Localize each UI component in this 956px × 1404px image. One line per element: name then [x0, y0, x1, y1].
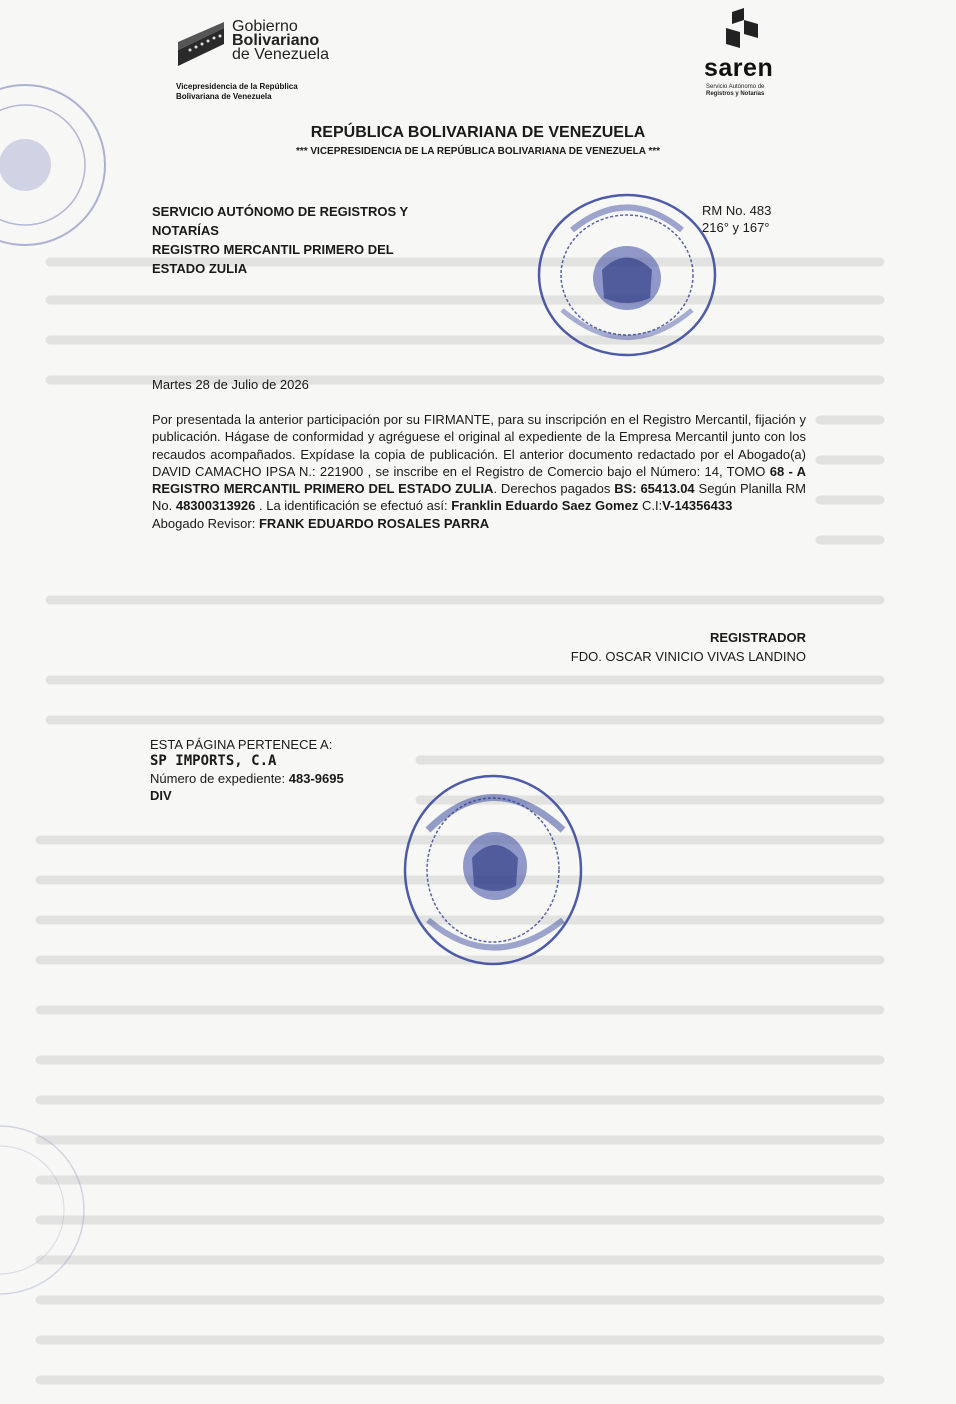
office-line: NOTARÍAS [152, 223, 219, 238]
partial-seal-left-top [0, 80, 110, 250]
official-stamp-bottom [398, 770, 588, 970]
division-code: DIV [150, 788, 172, 803]
identified-name: Franklin Eduardo Saez Gomez [451, 498, 639, 514]
signer-name: FDO. OSCAR VINICIO VIVAS LANDINO [570, 649, 806, 664]
registry-office [152, 202, 472, 278]
reviewer-name: FRANK EDUARDO ROSALES PARRA [258, 515, 490, 531]
company-name: SP IMPORTS, C.A [150, 753, 277, 769]
signer-block [500, 628, 806, 666]
body-text: Según Planilla RM No. [152, 481, 806, 514]
file-number-line [150, 770, 344, 787]
gov-logo-sub-line: Bolivariana de Venezuela [176, 92, 272, 101]
saren-sub-line: Servicio Autónomo de [706, 84, 765, 90]
office-line: ESTADO ZULIA [152, 261, 248, 276]
tomo-registry: 68 - A REGISTRO MERCANTIL PRIMERO DEL ESTADO ZULIA [152, 463, 806, 497]
office-line: SERVICIO AUTÓNOMO DE REGISTROS Y [152, 204, 409, 219]
body-text: . Derechos pagados [493, 481, 615, 497]
gov-logo-line: Gobierno [232, 18, 298, 35]
page-subtitle: *** VICEPRESIDENCIA DE LA REPÚBLICA BOLIVARIANA DE VENEZUELA *** [295, 146, 661, 157]
document-date: Martes 28 de Julio de 2026 [152, 377, 309, 392]
gobierno-bolivariano-logo [176, 16, 346, 108]
reviewer-label: Abogado Revisor: [152, 515, 259, 531]
gov-logo-line: Bolivariano [232, 32, 320, 49]
ci-number: V-14356433 [662, 498, 733, 514]
saren-logo [700, 8, 790, 100]
file-number: 483-9695 [288, 771, 344, 786]
venezuela-flag-icon [176, 20, 228, 70]
fee-amount: BS: 65413.04 [614, 481, 695, 497]
body-text: . La identificación se efectuó así: [255, 498, 452, 514]
saren-mark-icon [722, 8, 762, 52]
partial-seal-left-bottom [0, 1120, 90, 1300]
rm-number: RM No. 483 [702, 203, 772, 218]
page-ownership [150, 736, 344, 804]
ci-label: C.I: [638, 498, 663, 514]
gov-logo-subtitle [176, 82, 298, 102]
official-stamp-top [532, 190, 722, 360]
gov-logo-line: de Venezuela [232, 46, 329, 63]
rm-coordinates: 216° y 167° [702, 220, 770, 235]
office-line: REGISTRO MERCANTIL PRIMERO DEL [152, 242, 394, 257]
gov-logo-text [232, 20, 329, 62]
gov-logo-sub-line: Vicepresidencia de la República [176, 82, 298, 91]
page-title: REPÚBLICA BOLIVARIANA DE VENEZUELA [310, 124, 646, 141]
file-label: Número de expediente: [150, 771, 289, 786]
saren-subtitle [706, 84, 764, 98]
document-body [152, 411, 806, 532]
saren-wordmark: saren [704, 54, 774, 82]
signer-role: REGISTRADOR [709, 630, 806, 645]
ownership-label: ESTA PÁGINA PERTENECE A: [150, 737, 333, 752]
saren-sub-line: Registros y Notarías [706, 91, 765, 97]
body-text: Por presentada la anterior participación por su FIRMANTE, para su inscripción en el Registro Mercantil, fijación y publicación. Hágase de conformidad y agréguese el original al expediente de la Empresa Mercantil junto con los recaudos acompañados. Expídase la copia de publicación. El anterior documento redactado por el Abogado(a) DAVID CAMACHO IPSA N.: 221900 , se inscribe en el Registro de Comercio bajo el Número: 14, TOMO [152, 412, 806, 479]
planilla-number: 48300313926 [175, 498, 256, 514]
